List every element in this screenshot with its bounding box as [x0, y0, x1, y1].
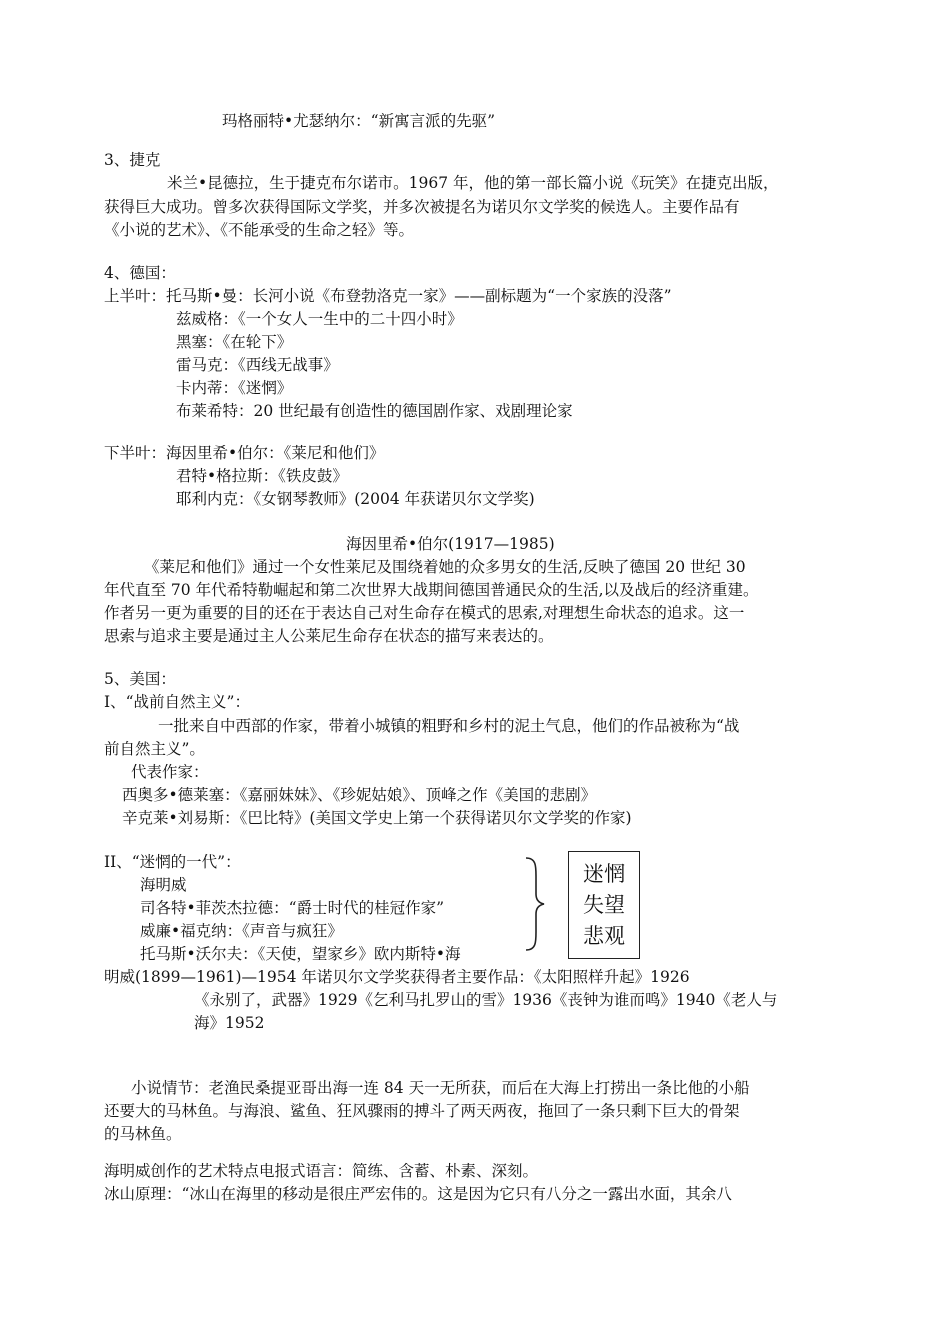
heading-usa: 5、美国：: [104, 670, 176, 688]
germany-first-half: 上半叶：托马斯•曼：长河小说《布登勃洛克一家》——副标题为“一个家族的没落”: [104, 287, 672, 305]
author-zweig: 兹威格：《一个女人一生中的二十四小时》: [176, 310, 463, 328]
usa-section-2: II、“迷惘的一代”：: [104, 853, 241, 871]
boll-para-line-4: 思索与追求主要是通过主人公莱尼生命存在状态的描写来表达的。: [104, 627, 554, 645]
representative-authors-label: 代表作家：: [131, 763, 209, 781]
author-wolfe: 托马斯•沃尔夫：《天使，望家乡》欧内斯特•海: [140, 945, 461, 963]
naturalism-para-line-2: 前自然主义”。: [104, 740, 205, 758]
iceberg-principle: 冰山原理：“冰山在海里的移动是很庄严宏伟的。这是因为它只有八分之一露出水面，其余八: [104, 1185, 732, 1203]
naturalism-para-line-1: 一批来自中西部的作家，带着小城镇的粗野和乡村的泥土气息，他们的作品被称为“战: [158, 717, 740, 735]
plot-para-line-1: 小说情节：老渔民桑提亚哥出海一连 84 天一无所获，而后在大海上打捞出一条比他的小船: [131, 1079, 750, 1097]
author-lewis: 辛克莱•刘易斯：《巴比特》(美国文学史上第一个获得诺贝尔文学奖的作家): [122, 809, 632, 827]
czech-para-line-3: 《小说的艺术》、《不能承受的生命之轻》等。: [104, 221, 415, 239]
section-title: 玛格丽特•尤瑟纳尔：“新寓言派的先驱”: [222, 112, 495, 130]
author-hesse: 黑塞：《在轮下》: [176, 333, 293, 351]
czech-para-line-2: 获得巨大成功。曾多次获得国际文学奖，并多次被提名为诺贝尔文学奖的候选人。主要作品有: [104, 198, 740, 216]
author-fitzgerald: 司各特•菲茨杰拉德：“爵士时代的桂冠作家”: [140, 899, 444, 917]
boll-para-line-3: 作者另一更为重要的目的还在于表达自己对生命存在模式的思索,对理想生命状态的追求。这一: [104, 604, 745, 622]
boll-para-line-1: 《莱尼和他们》通过一个女性莱尼及围绕着她的众多男女的生活,反映了德国 20 世纪 30: [144, 558, 746, 576]
author-brecht: 布莱希特：20 世纪最有创造性的德国剧作家、戏剧理论家: [176, 402, 573, 420]
hemingway-works-line-2: 《永别了，武器》1929《乞利马扎罗山的雪》1936《丧钟为谁而鸣》1940《老人与: [194, 991, 778, 1009]
hemingway-works-line-1: 明威(1899—1961)—1954 年诺贝尔文学奖获得者主要作品：《太阳照样升起》1926: [104, 968, 690, 986]
trait-bewildered: 迷惘: [583, 862, 625, 886]
author-hemingway: 海明威: [140, 876, 187, 894]
boll-heading: 海因里希•伯尔(1917—1985): [346, 535, 555, 553]
plot-para-line-3: 的马林鱼。: [104, 1125, 182, 1143]
heading-czech: 3、捷克: [104, 151, 161, 169]
curly-brace-icon: [522, 856, 548, 952]
trait-disappointed: 失望: [583, 893, 625, 917]
boll-para-line-2: 年代直至 70 年代希特勒崛起和第二次世界大战期间德国普通民众的生活,以及战后的经济重建。: [104, 581, 759, 599]
lost-generation-traits-box: [568, 851, 640, 959]
author-dreiser: 西奥多•德莱塞：《嘉丽妹妹》、《珍妮姑娘》、顶峰之作《美国的悲剧》: [122, 786, 597, 804]
hemingway-style: 海明威创作的艺术特点电报式语言：简练、含蓄、朴素、深刻。: [104, 1162, 539, 1180]
germany-second-half: 下半叶：海因里希•伯尔：《莱尼和他们》: [104, 444, 385, 462]
hemingway-works-line-3: 海》1952: [194, 1014, 265, 1032]
author-grass: 君特•格拉斯：《铁皮鼓》: [176, 467, 348, 485]
author-jelinek: 耶利内克：《女钢琴教师》(2004 年获诺贝尔文学奖): [176, 490, 535, 508]
czech-para-line-1: 米兰•昆德拉，生于捷克布尔诺市。1967 年，他的第一部长篇小说《玩笑》在捷克出版，: [167, 174, 779, 192]
trait-pessimistic: 悲观: [583, 924, 625, 948]
plot-para-line-2: 还要大的马林鱼。与海浪、鲨鱼、狂风骤雨的搏斗了两天两夜，拖回了一条只剩下巨大的骨架: [104, 1102, 740, 1120]
usa-section-1: I、“战前自然主义”：: [104, 693, 250, 711]
heading-germany: 4、德国：: [104, 264, 176, 282]
author-faulkner: 威廉•福克纳：《声音与疯狂》: [140, 922, 343, 940]
author-canetti: 卡内蒂：《迷惘》: [176, 379, 293, 397]
author-remarque: 雷马克：《西线无战事》: [176, 356, 339, 374]
